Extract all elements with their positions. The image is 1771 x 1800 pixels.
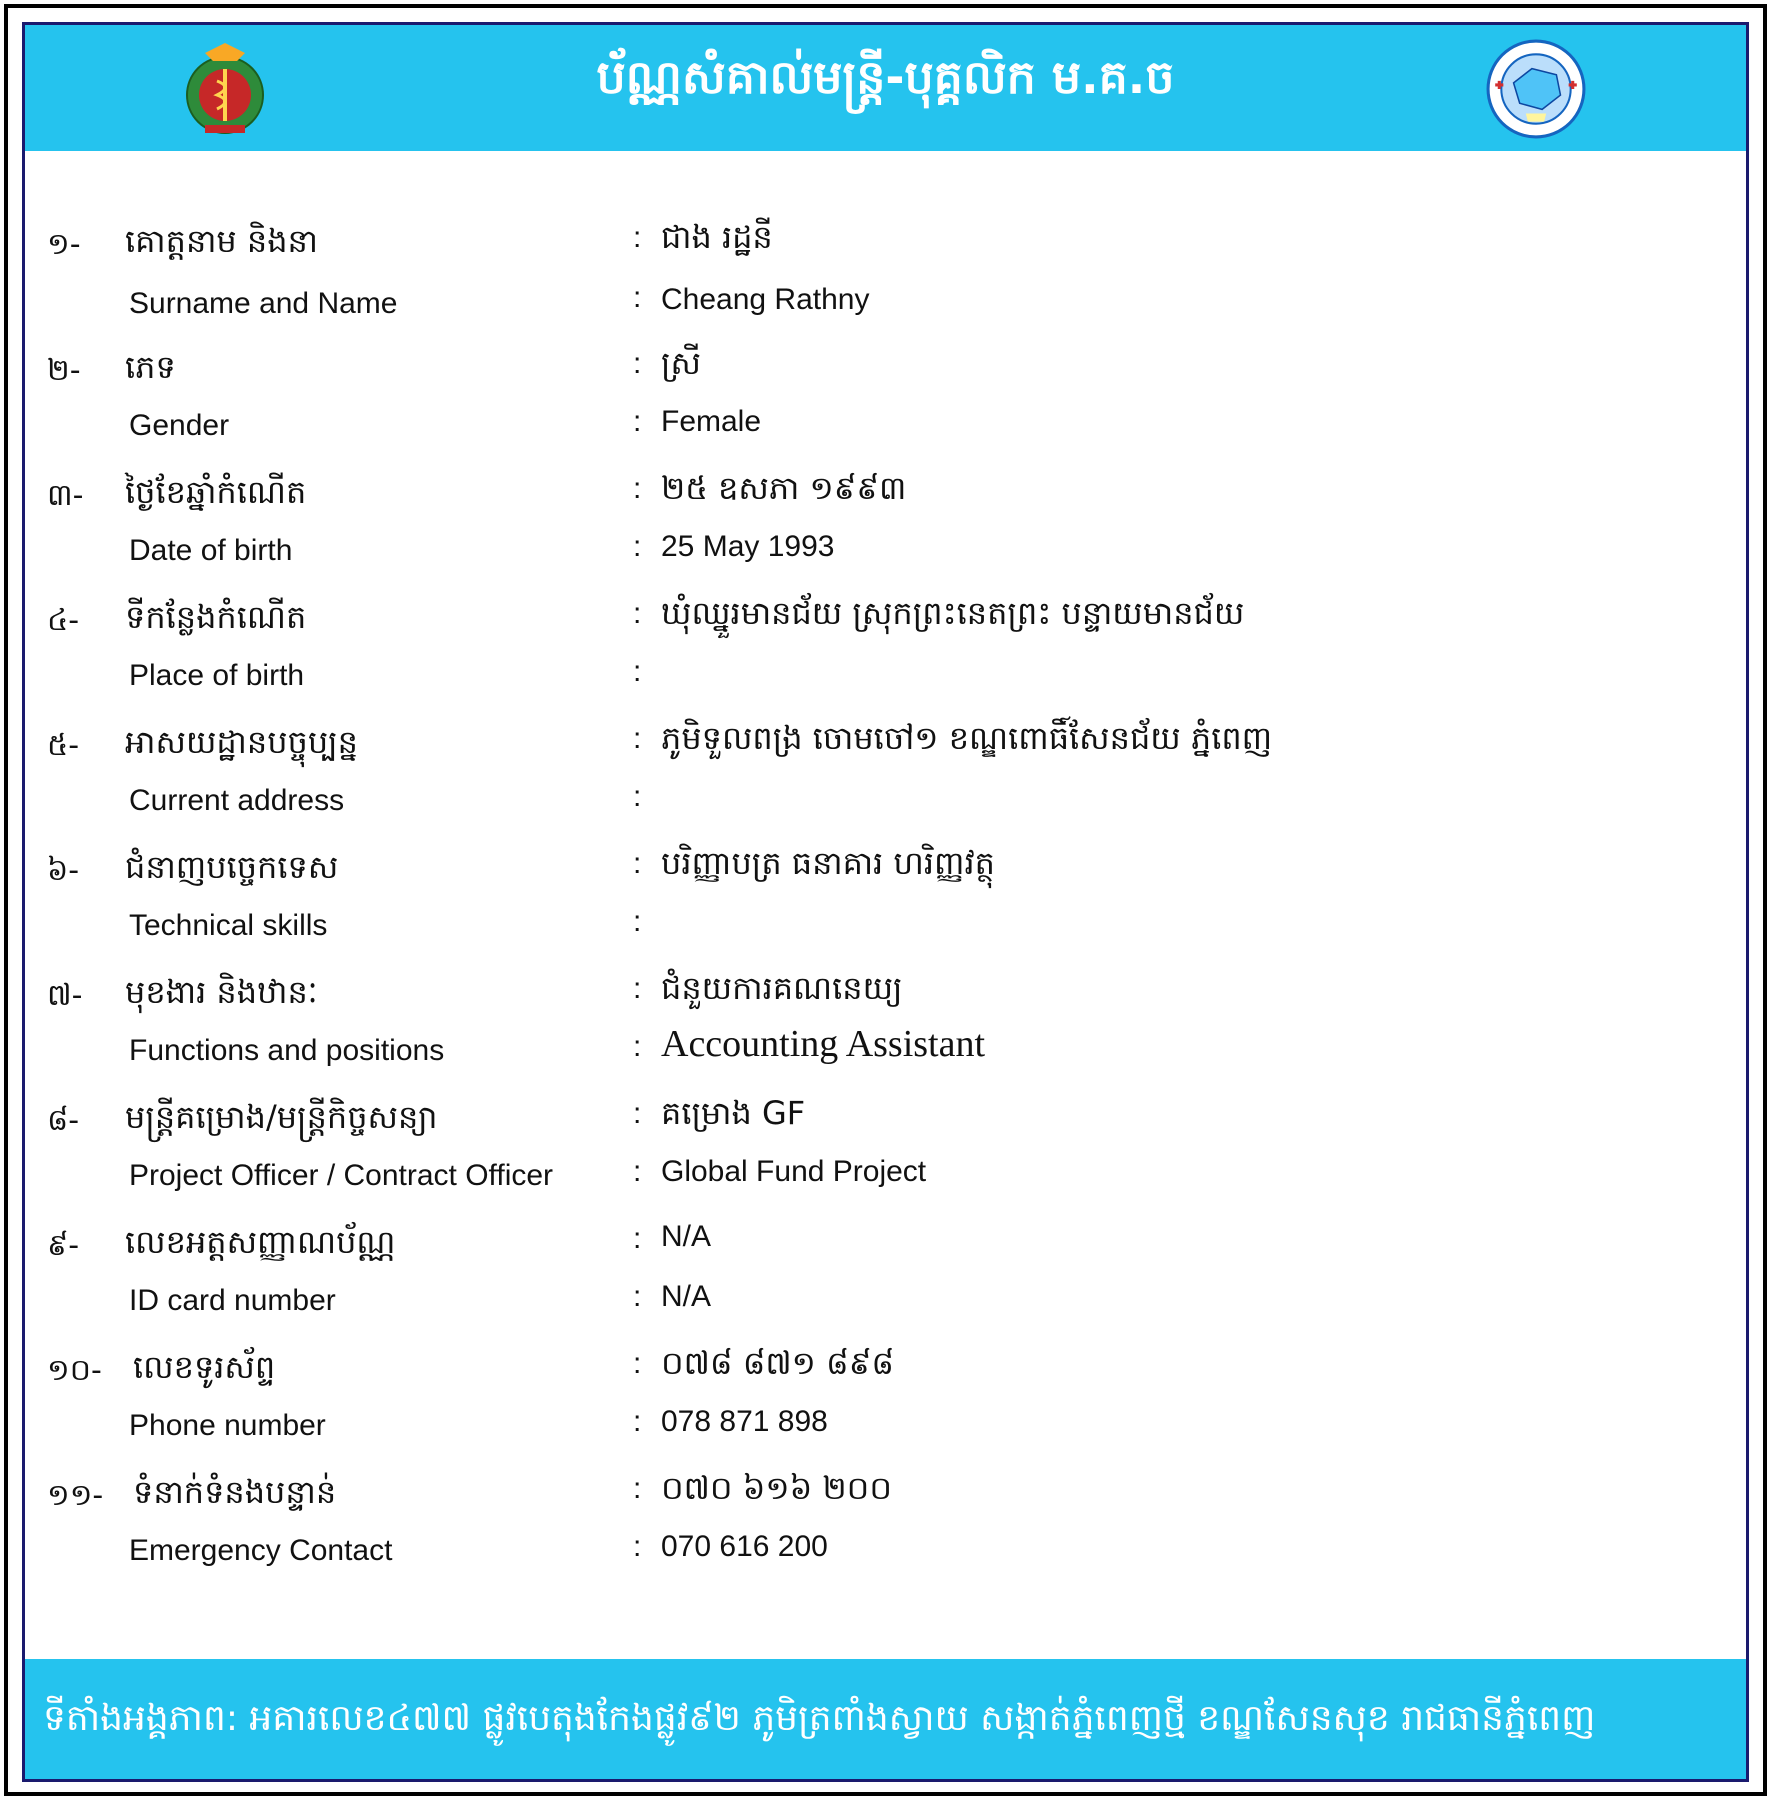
colon: : [633,1347,642,1380]
field-label-km: ទំនាក់ទំនងបន្ទាន់ [133,1473,337,1511]
field-row-emergency-km [25,1466,1746,1522]
field-value-en: 070 616 200 [661,1530,828,1563]
colon: : [633,221,642,254]
field-number: ៧- [47,978,83,1013]
colon: : [633,722,642,755]
field-row-address-en [25,776,1746,832]
field-row-emergency-en [25,1526,1746,1582]
field-row-dob-en [25,526,1746,582]
field-number: ១- [47,227,81,262]
header-banner [25,25,1746,151]
field-value-en: Accounting Assistant [661,1023,986,1065]
field-label-en: Project Officer / Contract Officer [129,1159,554,1192]
field-value-en: Global Fund Project [661,1155,927,1188]
field-value-km: ឃុំឈ្នួរមានជ័យ ស្រុកព្រះនេតព្រះ បន្ទាយមានជ័យ [661,594,1245,632]
field-number: ២- [47,353,81,388]
field-row-skills-en [25,901,1746,957]
field-number: ៦- [47,853,80,888]
field-label-en: Phone number [129,1409,326,1442]
field-label-km: ភេទ [125,348,176,386]
field-label-en: ID card number [129,1284,336,1317]
field-label-km: ជំនាញបច្ចេកទេស [125,848,339,886]
colon: : [633,655,642,688]
field-label-en: Current address [129,784,345,817]
field-number: ១០- [47,1353,102,1388]
field-value-en: 25 May 1993 [661,530,835,563]
field-label-km: មន្ត្រីគម្រោង/មន្ត្រីកិច្ចសន្យា [125,1098,438,1136]
field-row-gender-en [25,401,1746,457]
field-label-km: ថ្ងៃខែឆ្នាំកំណើត [125,473,307,511]
field-label-km: លេខទូរស័ព្ទ [133,1348,276,1386]
field-row-dob-km [25,466,1746,522]
card-title: ប័ណ្ណសំគាល់មន្ត្រី-បុគ្គលិក ម.គ.ច [596,50,1175,104]
colon: : [633,347,642,380]
field-row-idcard-km [25,1216,1746,1272]
field-label-km: គោត្តនាម និងនា [125,222,318,260]
colon: : [633,281,642,314]
field-label-km: លេខអត្តសញ្ញាណប័ណ្ណ [125,1223,396,1261]
field-row-name-en [25,275,1746,331]
card-outer-border [4,4,1767,1796]
organization-address: ទីតាំងអង្គភាព: អគារលេខ៤៧៧ ផ្លូវបេតុងកែងផ្លូវ៩២ ភូមិត្រពាំងស្វាយ សង្កាត់ភ្នំពេញថ្មី ខណ្ឌសែនសុខ រាជធានីភ្នំពេញ [43,1698,1596,1739]
colon: : [633,847,642,880]
field-value-km: ស្រី [661,344,701,382]
field-row-gender-km [25,341,1746,397]
field-value-km: ជំនួយការគណនេយ្យ [661,969,903,1007]
cnm-logo [1485,38,1587,140]
field-label-km: ទីកន្លែងកំណើត [125,598,307,636]
field-label-en: Place of birth [129,659,305,692]
field-label-en: Technical skills [129,909,328,942]
field-label-en: Functions and positions [129,1034,445,1067]
colon: : [633,597,642,630]
field-row-idcard-en [25,1276,1746,1332]
field-row-pob-en [25,651,1746,707]
field-value-km: គម្រោង GF [661,1094,806,1132]
footer-banner [25,1659,1746,1779]
field-number: ៥- [47,728,80,763]
colon: : [633,972,642,1005]
field-value-km: ភូមិទួលពង្រ ចោមចៅ១ ខណ្ឌពោធិ៍សែនជ័យ ភ្នំពេញ [661,719,1273,757]
field-row-position-km [25,966,1746,1022]
colon: : [633,780,642,813]
field-value-en: 078 871 898 [661,1405,828,1438]
field-label-km: មុខងារ និងឋានៈ [125,973,318,1011]
field-label-en: Date of birth [129,534,293,567]
field-number: ៩- [47,1228,80,1263]
field-value-km: N/A [661,1220,712,1253]
field-row-officer-en [25,1151,1746,1207]
field-value-km: ជាង រដ្ឋនី [661,218,773,256]
colon: : [633,1530,642,1563]
colon: : [633,1280,642,1313]
colon: : [633,1222,642,1255]
colon: : [633,405,642,438]
colon: : [633,1155,642,1188]
field-label-en: Emergency Contact [129,1534,393,1567]
field-number: ៨- [47,1103,80,1138]
field-row-skills-km [25,841,1746,897]
field-number: ១១- [47,1478,104,1513]
field-row-phone-en [25,1401,1746,1457]
colon: : [633,1405,642,1438]
field-value-en: Cheang Rathny [661,283,870,316]
field-value-km: ២៥ ឧសភា ១៩៩៣ [661,469,907,507]
colon: : [633,905,642,938]
field-label-en: Gender [129,409,230,442]
field-row-officer-km [25,1091,1746,1147]
colon: : [633,1097,642,1130]
field-value-km: ០៧៨ ៨៧១ ៨៩៨ [661,1344,894,1382]
colon: : [633,1472,642,1505]
colon: : [633,472,642,505]
field-value-km: បរិញ្ញាបត្រ ធនាគារ ហរិញ្ញវត្ថុ [661,844,995,882]
field-row-phone-km [25,1341,1746,1397]
field-row-position-en [25,1023,1746,1082]
field-row-name-km [25,215,1746,271]
field-label-en: Surname and Name [129,287,398,320]
colon: : [633,530,642,563]
field-value-en: N/A [661,1280,712,1313]
card-inner-border [22,22,1749,1782]
field-label-km: អាសយដ្ឋានបច្ចុប្បន្ន [125,723,358,761]
field-row-pob-km [25,591,1746,647]
field-row-address-km [25,716,1746,772]
field-value-km: ០៧០ ៦១៦ ២០០ [661,1469,892,1507]
field-number: ៣- [47,478,84,513]
field-number: ៤- [47,603,80,638]
field-value-en: Female [661,405,762,438]
colon: : [633,1030,642,1063]
